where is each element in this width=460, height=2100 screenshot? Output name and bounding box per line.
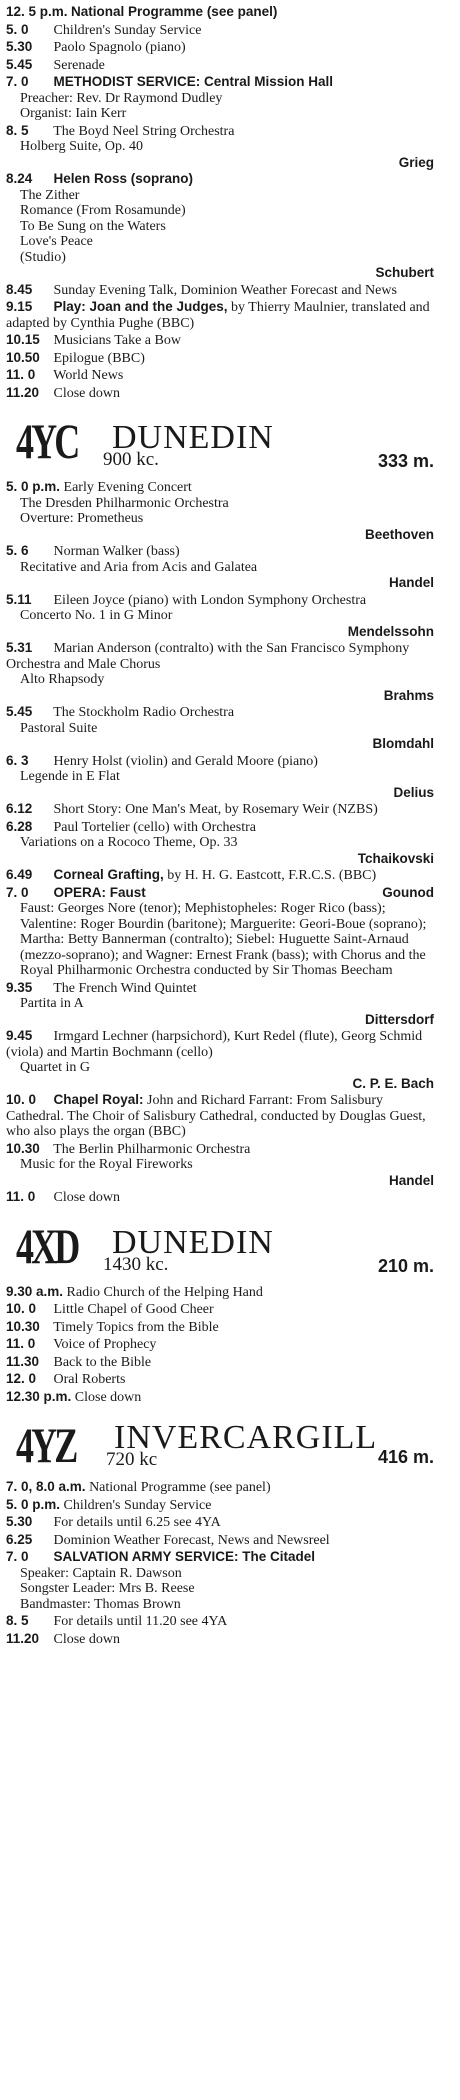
time-label: 6.25 [6,1531,33,1547]
programme-detail-line: Bandmaster: Thomas Brown [20,1596,181,1612]
programme-text: Henry Holst (violin) and Gerald Moore (piano) [53,753,318,769]
programme-entry [6,22,434,39]
programme-text: Irmgard Lechner (harpsichord), Kurt Redel (flute), Georg Schmid (viola) and Martin Bochmann (cello) [6,1029,423,1060]
programme-text: Children's Sunday Service [53,22,202,38]
composer-credit: Tchaikovski [357,850,434,866]
time-label: 12. 5 p.m. [6,4,68,19]
time-label: 10. 0 [6,1301,37,1316]
listing-block-national [6,4,434,401]
programme-text: The Berlin Philharmonic Orchestra [53,1141,251,1157]
station-call-sign: 4YZ [16,1417,76,1473]
time-label: 7. 0, 8.0 a.m. [6,1479,86,1494]
time-label: 9.15 [6,299,33,314]
programme-entry [6,282,434,299]
programme-entry [6,1549,434,1612]
programme-text: World News [53,368,124,383]
programme-detail-line: Love's Peace [20,234,93,249]
programme-text: Close down [53,385,120,401]
programme-entry [6,1354,434,1371]
time-label: 10.30 [6,1318,40,1334]
programme-entry [6,1141,434,1189]
programme-entry [6,57,434,74]
programme-detail-line: Holberg Suite, Op. 40 [20,139,144,154]
programme-heading: OPERA: Faust [53,884,146,900]
station-header-4yc [6,413,434,475]
programme-detail-line: Recitative and Aria from Acis and Galatea [20,559,258,575]
programme-entry [6,1613,434,1630]
programme-text: The Stockholm Radio Orchestra [53,705,235,720]
composer-credit: Gounod [382,884,434,900]
time-label: 11.20 [6,1630,40,1646]
programme-text: Paolo Spagnolo (piano) [53,40,186,55]
programme-detail-line: The Zither [20,187,80,203]
time-label: 7. 0 [6,74,29,89]
programme-entry [6,350,434,367]
time-label: 8.24 [6,171,33,186]
programme-entry [6,1092,434,1140]
station-city: DUNEDIN [112,1223,274,1261]
programme-text: Close down [53,1631,120,1647]
station-city: INVERCARGILL [114,1419,378,1456]
station-frequency: 1430 kc. [103,1253,169,1275]
programme-text: Timely Topics from the Bible [53,1319,219,1335]
time-label: 6.28 [6,818,33,834]
programme-text: Voice of Prophecy [53,1337,157,1352]
programme-entry [6,640,434,703]
programme-text: Back to the Bible [53,1354,152,1370]
time-label: 6.12 [6,801,33,816]
programme-entry [6,753,434,801]
time-label: 11.30 [6,1353,40,1369]
programme-entry [6,332,434,349]
programme-detail-line: Organist: Iain Kerr [20,106,127,121]
time-label: 8. 5 [6,122,29,138]
time-label: 5.30 [6,39,33,54]
programme-entry [6,123,434,171]
programme-detail-line: Preacher: Rev. Dr Raymond Dudley [20,90,223,106]
composer-credit: Schubert [375,265,434,280]
programme-detail-line: To Be Sung on the Waters [20,218,166,234]
programme-heading: SALVATION ARMY SERVICE: The Citadel [53,1549,316,1564]
time-label: 12. 0 [6,1371,37,1386]
programme-entry [6,171,434,281]
programme-text: The French Wind Quintet [53,980,197,996]
programme-entry [6,1284,434,1301]
station-city: DUNEDIN [112,419,274,456]
programme-entry [6,1631,434,1648]
time-label: 10.50 [6,349,40,365]
programme-detail-line: Overture: Prometheus [20,511,144,526]
programme-entry [6,819,434,867]
programme-entry [6,1028,434,1091]
composer-credit: Blomdahl [372,736,434,751]
station-wavelength: 210 m. [377,1255,434,1276]
programme-entry [6,704,434,752]
programme-entry [6,1371,434,1388]
programme-text: Epilogue (BBC) [53,350,145,366]
programme-detail-line: Romance (From Rosamunde) [20,203,186,218]
time-label: 6.49 [6,867,33,882]
time-label: 9.45 [6,1028,33,1043]
programme-detail-line: Partita in A [20,996,84,1011]
station-call-sign: 4YC [16,413,78,469]
composer-credit: Mendelssohn [347,623,434,639]
composer-credit: Dittersdorf [364,1011,434,1027]
programme-detail-line: Alto Rhapsody [20,672,105,687]
time-label: 9.30 a.m. [6,1283,64,1299]
programme-entry [6,39,434,56]
time-label: 5.30 [6,1514,33,1529]
time-label: 9.35 [6,979,33,995]
programme-heading: Chapel Royal: [53,1092,144,1107]
programme-entry [6,1336,434,1353]
programme-detail-line: Pastoral Suite [20,720,98,736]
time-label: 5. 0 p.m. [6,1496,61,1512]
programme-text: by Thierry Maulnier, translated and adapted by Cynthia Pughe (BBC) [6,300,430,331]
time-label: 8.45 [6,281,33,297]
time-label: 5. 0 p.m. [6,479,61,494]
programme-entry [6,74,434,122]
time-label: 10.30 [6,1140,40,1156]
programme-entry [6,592,434,640]
time-label: 11. 0 [6,367,36,382]
time-label: 11.20 [6,384,40,400]
time-label: 8. 5 [6,1613,29,1628]
programme-entry [6,1479,434,1496]
programme-entry [6,980,434,1028]
programme-entry [6,801,434,818]
time-label: 6. 3 [6,752,29,768]
time-label: 7. 0 [6,884,29,900]
programme-detail-line: Concerto No. 1 in G Minor [20,608,173,623]
programme-detail-line: Music for the Royal Fireworks [20,1157,193,1172]
time-label: 5.45 [6,704,33,719]
programme-entry [6,1497,434,1514]
programme-text: Sunday Evening Talk, Dominion Weather Forecast and News [53,282,397,298]
composer-credit: Brahms [383,687,434,703]
station-call-sign: 4XD [16,1217,78,1274]
programme-detail-line: Speaker: Captain R. Dawson [20,1565,182,1581]
programme-entry [6,1389,434,1406]
time-label: 5. 0 [6,21,29,37]
programme-text: Close down [53,1190,120,1205]
programme-text: John and Richard Farrant: From Salisbury Cathedral. The Choir of Salisbury Cathedral, conducted by Douglas Guest, who also plays the organ (BBC) [6,1093,426,1139]
programme-entry [6,367,434,384]
programme-entry [6,479,434,542]
listing-block-4xd [6,1284,434,1406]
time-label: 5. 6 [6,543,29,558]
programme-entry [6,867,434,884]
time-label: 11. 0 [6,1336,36,1351]
programme-entry [6,1301,434,1318]
programme-heading: Play: Joan and the Judges, [53,299,228,314]
programme-text: Eileen Joyce (piano) with London Symphony Orchestra [53,592,367,608]
time-label: 7. 0 [6,1549,29,1564]
programme-detail-line: Legende in E Flat [20,769,120,784]
programme-text: Oral Roberts [53,1372,126,1387]
programme-detail-line: Faust: Georges Nore (tenor); Mephistopheles: Roger Rico (bass); Valentine: Roger Bourdin (baritone); Marguerite: Geori-Boue (soprano); Martha: Betty Bannerman (contralto); Siebel: Huguette Saint-Arnaud (mezzo-soprano); and Wagner: Ernest Frank (bass); with Chorus and the Royal Philharmonic Orchestra conducted by Sir Thomas Beecham [20,901,427,978]
programme-text: Dominion Weather Forecast, News and Newsreel [53,1532,330,1548]
composer-credit: Handel [388,575,434,590]
programme-text: Norman Walker (bass) [53,544,180,559]
programme-text: For details until 6.25 see 4YA [53,1515,221,1530]
programme-text: Musicians Take a Bow [53,333,181,348]
station-header-4xd [6,1218,434,1280]
programme-heading: National Programme (see panel) [71,4,278,19]
time-label: 10. 0 [6,1092,37,1107]
programme-heading: Corneal Grafting, [53,867,164,882]
time-label: 12.30 p.m. [6,1388,72,1404]
programme-text: Marian Anderson (contralto) with the San Francisco Symphony Orchestra and Male Chorus [6,641,410,672]
time-label: 5.11 [6,591,32,607]
composer-credit: Beethoven [364,526,434,542]
programme-entry [6,4,434,21]
programme-text: National Programme (see panel) [89,1480,271,1495]
programme-text: Radio Church of the Helping Hand [66,1284,263,1300]
programme-text: Paul Tortelier (cello) with Orchestra [53,819,256,835]
programme-text: For details until 11.20 see 4YA [53,1614,228,1629]
time-label: 10.15 [6,332,40,347]
station-frequency: 720 kc [106,1449,158,1470]
programme-heading: Helen Ross (soprano) [53,171,194,186]
radio-listings-page [6,4,434,1648]
listing-block-4yz [6,1479,434,1647]
programme-text: Serenade [53,57,105,73]
programme-text: Close down [74,1389,142,1405]
programme-entry [6,1514,434,1531]
station-header-4yz [6,1417,434,1475]
programme-text: Early Evening Concert [63,480,192,495]
composer-credit: C. P. E. Bach [352,1075,434,1091]
composer-credit: Delius [393,784,434,800]
programme-entry [6,543,434,591]
programme-text: Children's Sunday Service [63,1497,212,1513]
programme-detail-line: Songster Leader: Mrs B. Reese [20,1581,195,1596]
programme-heading: METHODIST SERVICE: Central Mission Hall [53,74,334,89]
programme-text: Little Chapel of Good Cheer [53,1302,214,1317]
programme-entry [6,385,434,402]
programme-detail-line: Variations on a Rococo Theme, Op. 33 [20,835,238,850]
programme-text: by H. H. G. Eastcott, F.R.C.S. (BBC) [167,868,377,883]
programme-entry [6,1189,434,1206]
programme-detail-line: (Studio) [20,249,66,265]
programme-text: Short Story: One Man's Meat, by Rosemary Weir (NZBS) [53,802,378,817]
programme-entry [6,885,434,979]
programme-entry [6,1532,434,1549]
listing-block-4yc [6,479,434,1206]
programme-detail-line: The Dresden Philharmonic Orchestra [20,495,229,511]
station-frequency: 900 kc. [103,449,159,470]
time-label: 11. 0 [6,1189,36,1204]
programme-detail-line: Quartet in G [20,1060,90,1075]
time-label: 5.45 [6,56,33,72]
station-wavelength: 333 m. [377,451,434,471]
programme-entry [6,1319,434,1336]
programme-text: The Boyd Neel String Orchestra [53,123,235,139]
time-label: 5.31 [6,640,33,655]
station-wavelength: 416 m. [377,1447,434,1467]
programme-entry [6,299,434,331]
composer-credit: Handel [388,1172,434,1188]
composer-credit: Grieg [398,154,434,170]
